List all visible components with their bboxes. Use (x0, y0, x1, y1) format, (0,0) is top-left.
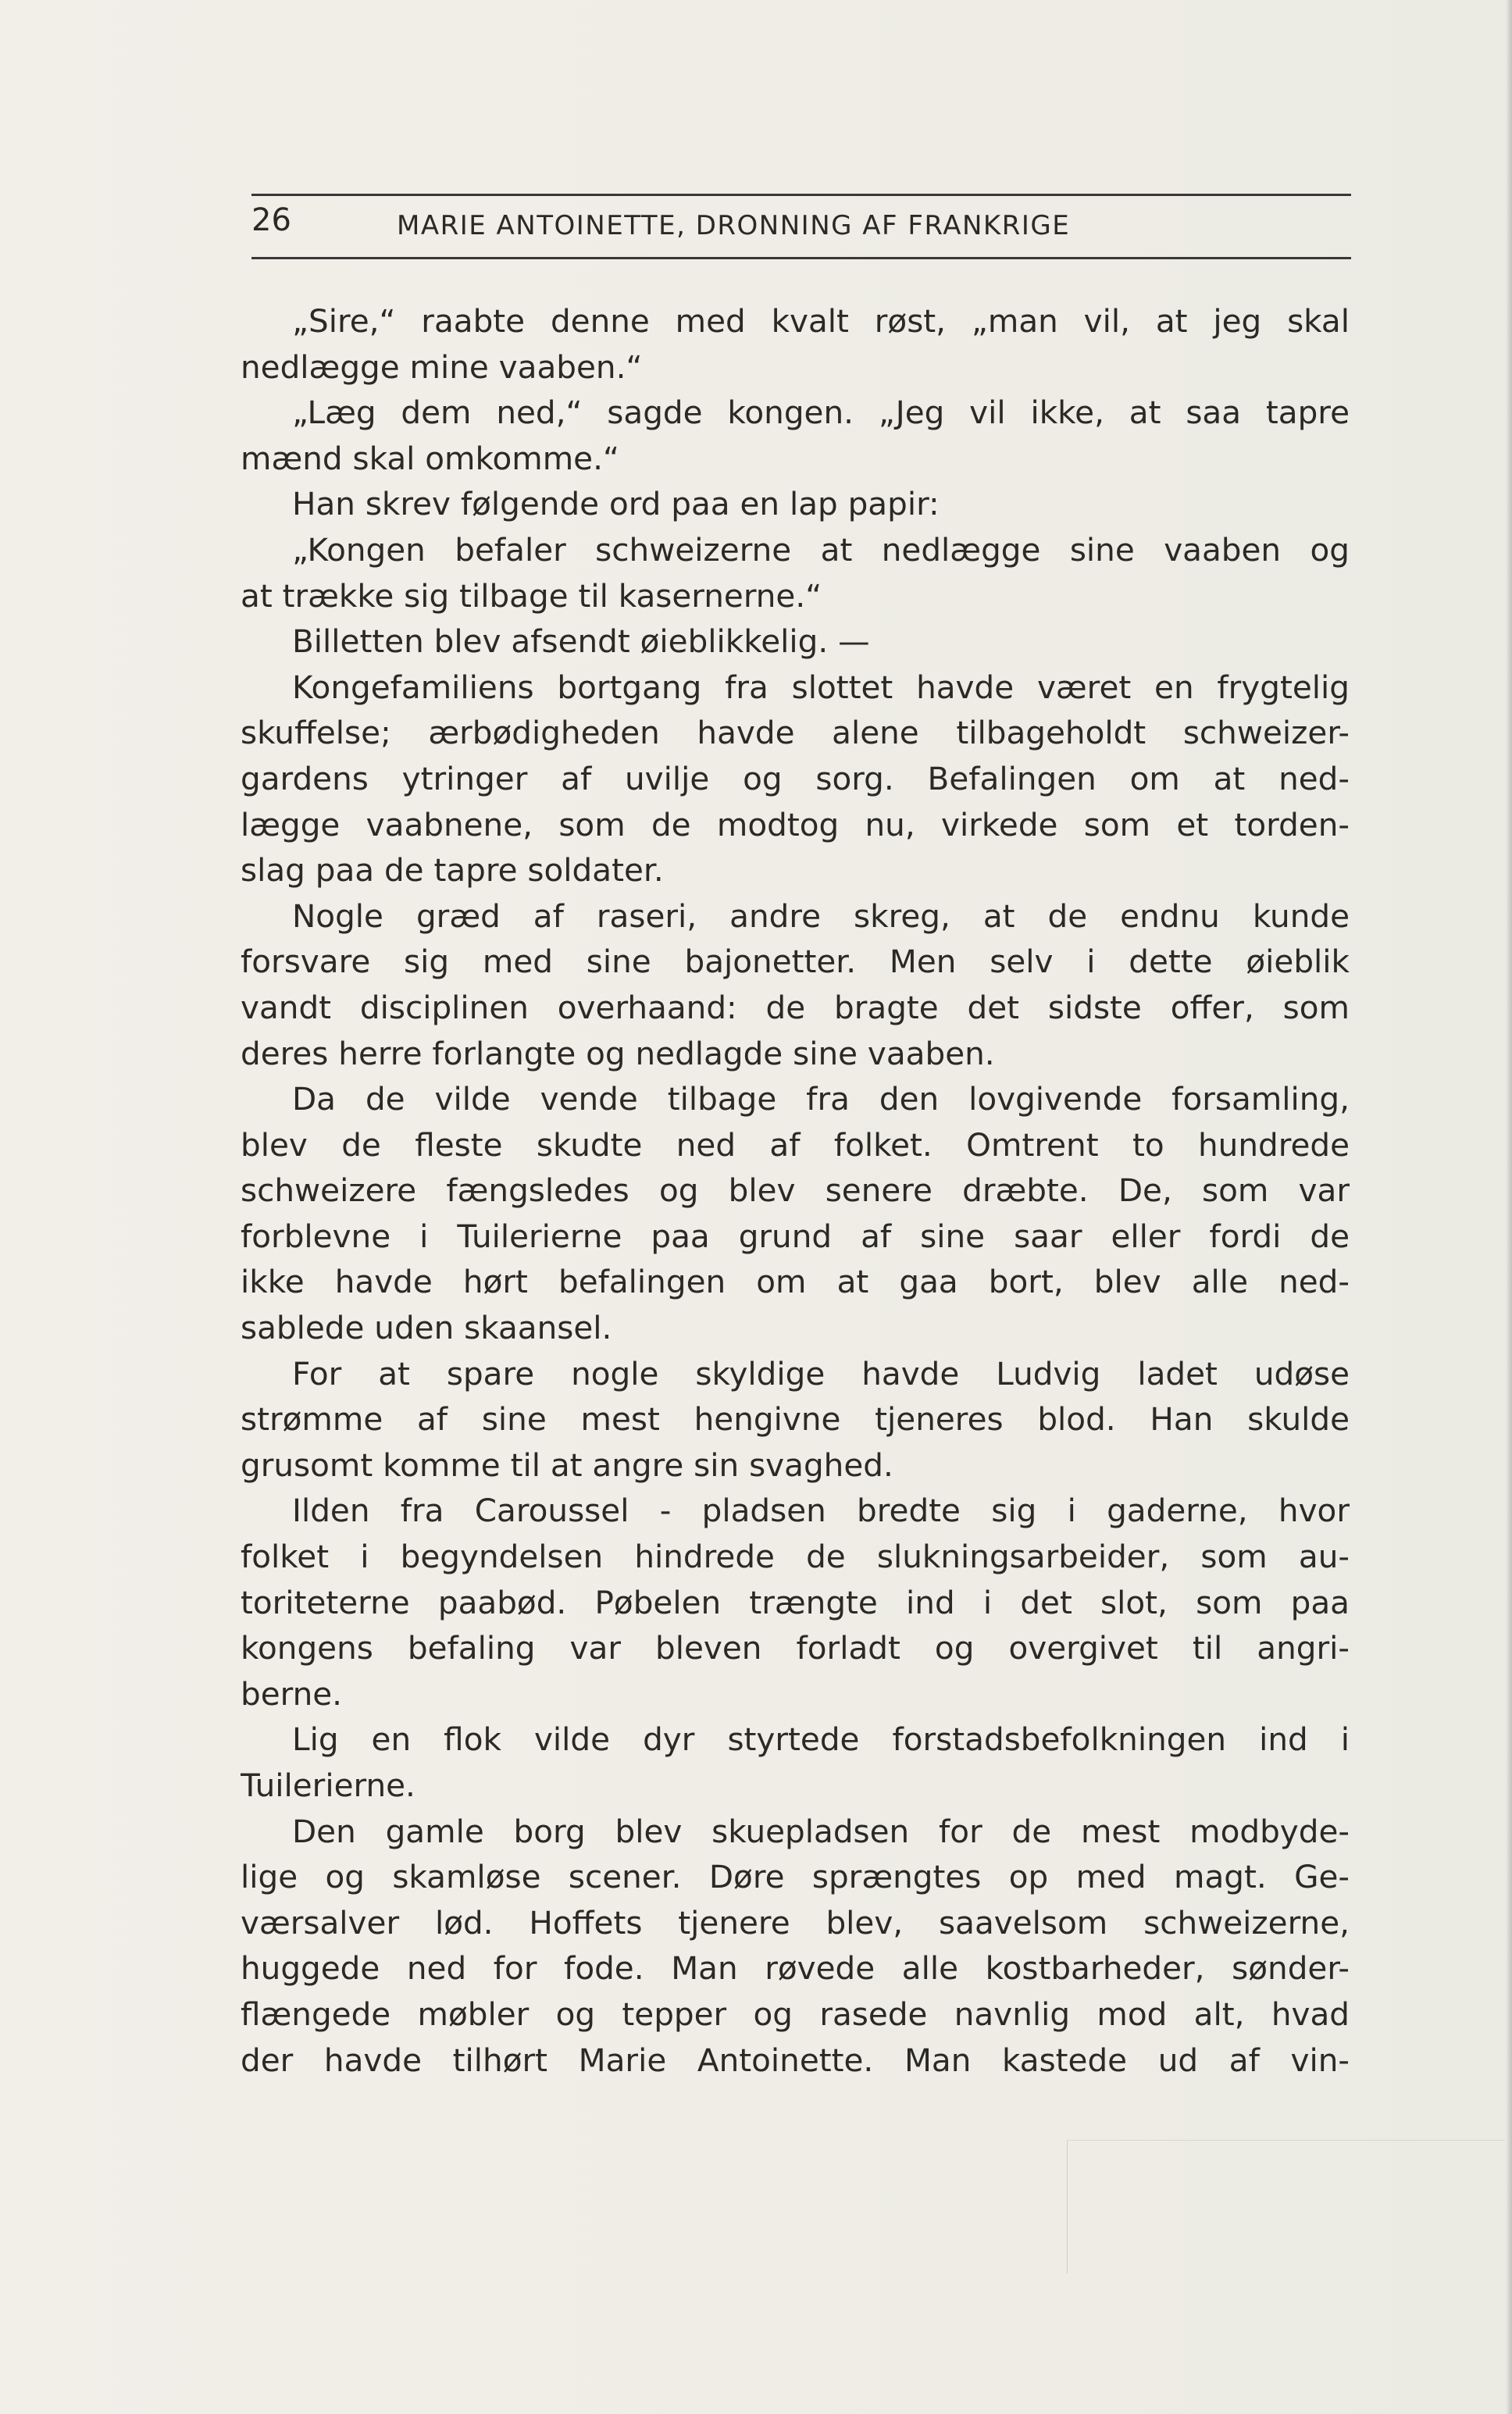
page-number: 26 (251, 202, 291, 238)
text-line: nedlægge mine vaaben.“ (241, 348, 643, 386)
running-title: MARIE ANTOINETTE, DRONNING AF FRANKRIGE (397, 210, 1071, 241)
page-header (251, 194, 1351, 259)
text-line: „Sire,“ raabte denne med kvalt røst, „man vil, at jeg skal (292, 302, 1350, 340)
text-line: lige og skamløse scener. Døre sprængtes op med magt. Ge- (241, 1858, 1350, 1896)
page-edge-shadow (1506, 0, 1512, 2414)
text-line: toriteterne paabød. Pøbelen trængte ind i det slot, som paa (241, 1583, 1350, 1621)
text-line: Lig en flok vilde dyr styrtede forstadsbefolkningen ind i (292, 1720, 1350, 1759)
text-line: Nogle græd af raseri, andre skreg, at de endnu kunde (292, 897, 1350, 935)
body-text (241, 298, 1350, 2083)
text-line: forblevne i Tuilerierne paa grund af sine saar eller fordi de (241, 1217, 1350, 1255)
text-line: slag paa de tapre soldater. (241, 851, 664, 890)
text-line: flængede møbler og tepper og rasede navnlig mod alt, hvad (241, 1995, 1350, 2033)
text-line: „Læg dem ned,“ sagde kongen. „Jeg vil ikke, at saa tapre (292, 394, 1350, 432)
text-line: skuffelse; ærbødigheden havde alene tilbageholdt schweizer- (241, 714, 1350, 752)
text-line: Han skrev følgende ord paa en lap papir: (292, 485, 940, 523)
text-line: gardens ytringer af uvilje og sorg. Befalingen om at ned- (241, 759, 1350, 797)
text-line: forsvare sig med sine bajonetter. Men selv i dette øieblik (241, 943, 1350, 981)
text-line: Da de vilde vende tilbage fra den lovgivende forsamling, (292, 1080, 1350, 1118)
text-line: Kongefamiliens bortgang fra slottet havde været en frygtelig (292, 668, 1350, 706)
text-line: Den gamle borg blev skuepladsen for de mest modbyde- (292, 1812, 1350, 1850)
text-line: der havde tilhørt Marie Antoinette. Man kastede ud af vin- (241, 2041, 1350, 2079)
text-line: huggede ned for fode. Man røvede alle kostbarheder, sønder- (241, 1949, 1350, 1988)
text-line: lægge vaabnene, som de modtog nu, virkede som et torden- (241, 805, 1350, 843)
text-line: For at spare nogle skyldige havde Ludvig ladet udøse (292, 1354, 1350, 1392)
text-line: at trække sig tilbage til kasernerne.“ (241, 576, 822, 615)
text-line: værsalver lød. Hoffets tjenere blev, saavelsom schweizerne, (241, 1903, 1350, 1942)
text-line: kongens befaling var bleven forladt og overgivet til angri- (241, 1629, 1350, 1667)
text-line: ikke havde hørt befalingen om at gaa bort, blev alle ned- (241, 1263, 1350, 1301)
text-line: berne. (241, 1674, 343, 1713)
text-line: grusomt komme til at angre sin svaghed. (241, 1446, 893, 1484)
text-line: Tuilerierne. (241, 1767, 415, 1804)
text-line: schweizere fængsledes og blev senere dræbte. De, som var (241, 1171, 1350, 1210)
paper-smudge (1067, 2140, 1505, 2273)
text-line: „Kongen befaler schweizerne at nedlægge sine vaaben og (292, 530, 1350, 569)
text-line: deres herre forlangte og nedlagde sine vaaben. (241, 1034, 995, 1072)
text-line: sablede uden skaansel. (241, 1309, 612, 1347)
text-line: folket i begyndelsen hindrede de slukningsarbeider, som au- (241, 1538, 1350, 1576)
text-line: mænd skal omkomme.“ (241, 439, 619, 477)
text-line: Billetten blev afsendt øieblikkelig. — (292, 622, 870, 661)
text-line: strømme af sine mest hengivne tjeneres blod. Han skulde (241, 1400, 1350, 1439)
text-line: vandt disciplinen overhaand: de bragte det sidste offer, som (241, 988, 1350, 1026)
text-line: blev de fleste skudte ned af folket. Omtrent to hundrede (241, 1125, 1350, 1164)
text-line: Ilden fra Caroussel - pladsen bredte sig i gaderne, hvor (292, 1492, 1350, 1530)
